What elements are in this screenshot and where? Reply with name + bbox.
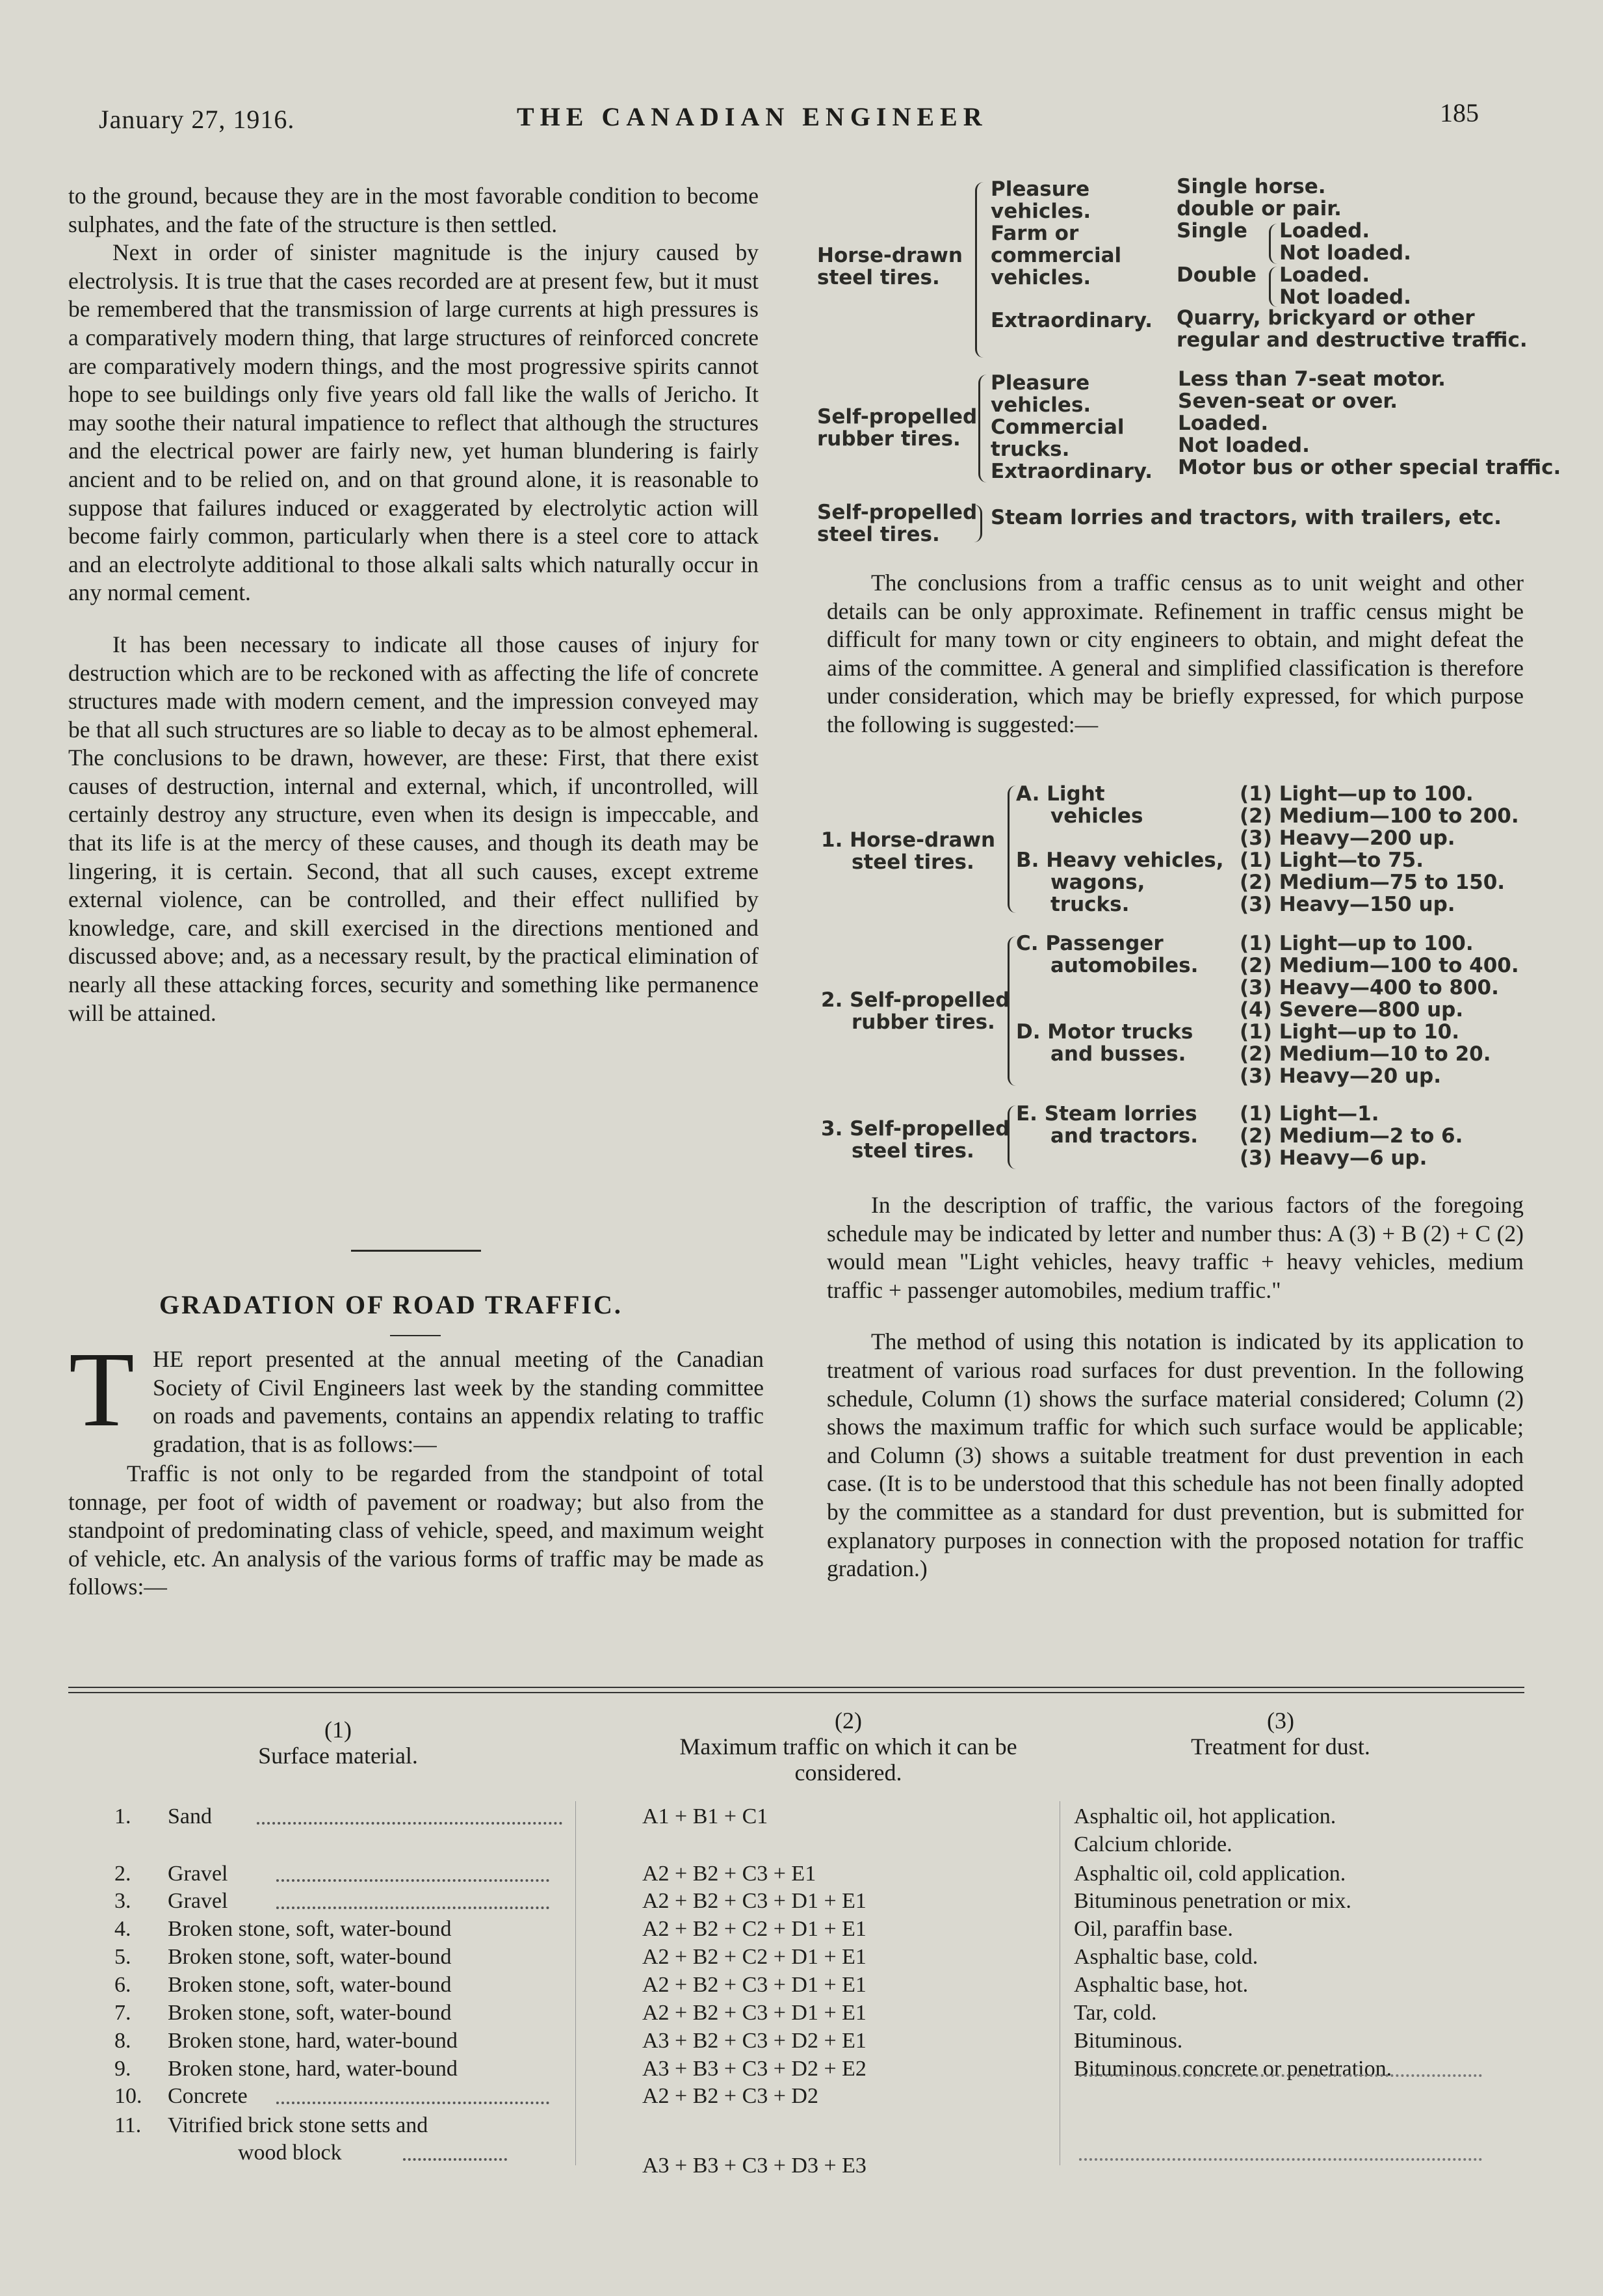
brace — [1008, 1105, 1016, 1169]
max-traffic: A3 + B2 + C3 + D2 + E1 — [642, 2029, 867, 2053]
level: (2) Medium—75 to 150. — [1240, 871, 1505, 894]
leader-dots — [257, 1822, 562, 1825]
surface-material: Gravel — [168, 1889, 228, 1913]
group-label: steel tires. — [852, 851, 974, 874]
level: (3) Heavy—200 up. — [1240, 826, 1455, 850]
col-title: considered. — [794, 1760, 902, 1786]
class-label: wagons, — [1050, 871, 1145, 894]
dust-treatment: Asphaltic oil, hot application. — [1074, 1804, 1336, 1828]
row-number: 1. — [114, 1804, 131, 1828]
level: (3) Heavy—6 up. — [1240, 1146, 1427, 1170]
left-paragraph-3: It has been necessary to indicate all those causes of injury for destruction which are to be reckoned with as affecting the life of concrete structures made with modern cement, and the impression conveyed may be that all such structures are so liable to decay as to be almost ephemeral. The conclusions to be drawn, however, are these: First, that there exist causes of destruction, internal and external, which, if uncontrolled, will certainly destroy any structure, even when its design is impeccable, and that its life is at the mercy of these causes, and though its death may be lingering, it is certain. Second, that all such causes, except extreme external violence, can be controlled, and their effect nullified by knowledge, care, and skill exercised in the directions mentioned and discussed above; and, as a necessary result, by the practical elimination of nearly all these attacking forces, security and something like permanence will be attained. — [68, 631, 759, 1026]
row-number: 11. — [114, 2113, 142, 2137]
surface-material: Gravel — [168, 1862, 228, 1886]
max-traffic: A2 + B2 + C3 + D1 + E1 — [642, 1973, 867, 1997]
horse-class: Extraordinary. — [991, 309, 1153, 332]
column-rule — [575, 1801, 576, 2165]
horse-detail: Double — [1177, 263, 1257, 287]
horse-class: Pleasure — [991, 178, 1090, 201]
level: (3) Heavy—150 up. — [1240, 893, 1455, 916]
row-number: 8. — [114, 2029, 131, 2053]
col-title: Maximum traffic on which it can be — [679, 1734, 1017, 1760]
horse-detail: Single horse. — [1177, 175, 1326, 198]
class-label: B. Heavy vehicles, — [1016, 849, 1224, 872]
page-number: 185 — [1440, 98, 1479, 127]
rubber-detail: Less than 7-seat motor. — [1178, 367, 1446, 391]
class-label: trucks. — [1050, 893, 1130, 916]
horse-detail: double or pair. — [1177, 197, 1342, 220]
class-label: D. Motor trucks — [1016, 1020, 1193, 1044]
rubber-detail: Motor bus or other special traffic. — [1178, 456, 1561, 479]
level: (4) Severe—800 up. — [1240, 998, 1464, 1022]
left-paragraph-1: to the ground, because they are in the most favorable condition to become sulphates, and the fate of the structure is then settled. — [68, 183, 759, 237]
max-traffic: A2 + B2 + C3 + D1 + E1 — [642, 1889, 867, 1913]
surface-material: Sand — [168, 1804, 212, 1828]
dust-treatment: Oil, paraffin base. — [1074, 1917, 1233, 1941]
level: (1) Light—up to 100. — [1240, 782, 1474, 806]
right-paragraph-2: In the description of traffic, the various factors of the foregoing schedule may be indicated by letter and number thus: A (3) + B (2) + C (2) would mean "Light vehicles, heavy traffic + heavy vehicles, medium traffic + passenger automobiles, medium traffic." — [827, 1192, 1524, 1303]
row-number: 3. — [114, 1889, 131, 1913]
brace — [978, 375, 987, 482]
horse-detail: Loaded. — [1279, 263, 1370, 287]
left-paragraph-2: Next in order of sinister magnitude is the injury caused by electrolysis. It is true that the cases recorded are at present few, but it must be remembered that the transmission of large currents at high pressures is a comparatively modern thing, that large structures of reinforced concrete are comparatively modern things, and the most progressive spirits cannot hope to see buildings only five years old fall like the walls of Jericho. It may soothe their natural impatience to reflect that although the structures and the electrical power are fairly new, yet human blundering is fairly ancient and to be relied on, and on that ground alone, it is reasonable to suppose that failures induced or exaggerated by electrolytic action will become fairly common, particularly when there is a steel core to attack and an electrolyte additional to those alkali salts which naturally occur in any normal cement. — [68, 239, 759, 606]
level: (1) Light—up to 10. — [1240, 1020, 1460, 1044]
table-top-rule — [68, 1687, 1524, 1693]
right-paragraph-3: The method of using this notation is indicated by its application to treatment of various road surfaces for dust prevention. In the following schedule, Column (1) shows the surface material considered; Column (2) shows the maximum traffic for which such surface would be applicable; and Column (3) shows a suitable treatment for dust prevention in each case. (It is to be understood that this schedule has not been finally adopted by the committee as a standard for dust prevention, but is submitted for explanatory purposes in connection with the proposed notation for traffic gradation.) — [827, 1328, 1524, 1582]
col-title: Surface material. — [258, 1743, 418, 1769]
steel-label-2: steel tires. — [817, 523, 940, 546]
leader-dots — [276, 2102, 549, 2104]
rubber-label-2: rubber tires. — [817, 427, 961, 451]
dust-treatment: Bituminous concrete or penetration. — [1074, 2057, 1392, 2081]
dust-treatment: Tar, cold. — [1074, 2001, 1157, 2025]
dust-treatment: Bituminous penetration or mix. — [1074, 1889, 1351, 1913]
class-label: automobiles. — [1050, 954, 1199, 977]
article-title: GRADATION OF ROAD TRAFFIC. — [159, 1290, 623, 1319]
max-traffic: A2 + B2 + C3 + D1 + E1 — [642, 2001, 867, 2025]
row-number: 4. — [114, 1917, 131, 1941]
rubber-class: Pleasure — [991, 371, 1090, 395]
group-label: 1. Horse-drawn — [821, 828, 996, 852]
max-traffic: A2 + B2 + C2 + D1 + E1 — [642, 1917, 867, 1941]
surface-material: Broken stone, soft, water-bound — [168, 2001, 452, 2025]
max-traffic: A2 + B2 + C3 + E1 — [642, 1862, 816, 1886]
max-traffic: A3 + B3 + C3 + D3 + E3 — [642, 2154, 867, 2178]
drop-cap: T — [69, 1330, 135, 1449]
class-label: A. Light — [1016, 782, 1105, 806]
class-label: and tractors. — [1050, 1124, 1199, 1148]
dust-treatment: Asphaltic base, hot. — [1074, 1973, 1249, 1997]
rubber-detail: Seven-seat or over. — [1178, 389, 1398, 413]
level: (3) Heavy—400 to 800. — [1240, 976, 1499, 999]
brace — [1269, 267, 1277, 307]
rubber-class: trucks. — [991, 438, 1070, 461]
right-column-lower — [827, 1191, 1524, 1583]
class-label: and busses. — [1050, 1042, 1186, 1066]
level: (2) Medium—2 to 6. — [1240, 1124, 1463, 1148]
surface-material: wood block — [238, 2141, 342, 2165]
brace — [1008, 936, 1016, 1086]
dust-treatment: Asphaltic base, cold. — [1074, 1945, 1258, 1969]
max-traffic: A1 + B1 + C1 — [642, 1804, 768, 1828]
col2-header — [588, 1708, 1108, 1786]
row-number: 2. — [114, 1862, 131, 1886]
horse-detail: Single — [1177, 219, 1247, 243]
title-underline — [390, 1335, 441, 1336]
level: (1) Light—up to 100. — [1240, 932, 1474, 955]
class-label: C. Passenger — [1016, 932, 1164, 955]
horse-label-1: Horse-drawn — [817, 244, 963, 267]
brace — [1008, 785, 1016, 913]
steel-detail: Steam lorries and tractors, with trailers, etc. — [991, 506, 1502, 529]
surface-material: Concrete — [168, 2084, 248, 2108]
row-number: 6. — [114, 1973, 131, 1997]
max-traffic: A3 + B3 + C3 + D2 + E2 — [642, 2057, 867, 2081]
horse-detail: Not loaded. — [1279, 241, 1411, 265]
leader-dots — [276, 1907, 549, 1909]
row-number: 7. — [114, 2001, 131, 2025]
col-title: Treatment for dust. — [1191, 1734, 1370, 1760]
surface-material: Vitrified brick stone setts and — [168, 2113, 428, 2137]
left-column — [68, 182, 759, 1027]
article-intro: HE report presented at the annual meeting of the Canadian Society of Civil Engineers last week by the standing committee on roads and pavements, contains an appendix relating to traffic gradation, that is as follows:— — [153, 1346, 764, 1457]
col-number: (3) — [1267, 1708, 1294, 1734]
brace — [975, 182, 984, 358]
max-traffic: A2 + B2 + C2 + D1 + E1 — [642, 1945, 867, 1969]
max-traffic: A2 + B2 + C3 + D2 — [642, 2084, 818, 2108]
brace — [974, 505, 982, 542]
group-label: 3. Self-propelled — [821, 1117, 1010, 1141]
col1-header — [195, 1717, 481, 1769]
journal-title: THE CANADIAN ENGINEER — [517, 102, 988, 131]
horse-class: Farm or — [991, 222, 1079, 245]
level: (2) Medium—100 to 200. — [1240, 804, 1519, 828]
horse-class: vehicles. — [991, 266, 1091, 289]
dust-treatment: Calcium chloride. — [1074, 1832, 1232, 1856]
dust-treatment: Bituminous. — [1074, 2029, 1183, 2053]
col3-header — [1131, 1708, 1430, 1760]
right-paragraph-1: The conclusions from a traffic census as to unit weight and other details can be only approximate. Refinement in traffic census might be difficult for many town or city engineers to obtain, and might defeat the aims of the committee. A general and simplified classification is therefore under consideration, which may be briefly expressed, for which purpose the following is suggested:— — [827, 570, 1524, 737]
steel-label-1: Self-propelled — [817, 501, 978, 524]
surface-material: Broken stone, soft, water-bound — [168, 1973, 452, 1997]
level: (1) Light—to 75. — [1240, 849, 1424, 872]
col-number: (2) — [835, 1708, 862, 1734]
surface-material: Broken stone, hard, water-bound — [168, 2029, 458, 2053]
level: (2) Medium—100 to 400. — [1240, 954, 1519, 977]
col-number: (1) — [324, 1717, 352, 1743]
rubber-class: Extraordinary. — [991, 460, 1153, 483]
rubber-class: vehicles. — [991, 393, 1091, 417]
leader-dots — [276, 1879, 549, 1882]
rubber-label-1: Self-propelled — [817, 405, 978, 429]
article-body — [68, 1460, 764, 1602]
class-label: vehicles — [1050, 804, 1143, 828]
rubber-detail: Loaded. — [1178, 412, 1269, 435]
dust-treatment: Asphaltic oil, cold application. — [1074, 1862, 1346, 1886]
leader-dots — [403, 2158, 507, 2161]
horse-detail: Loaded. — [1279, 219, 1370, 243]
surface-material: Broken stone, hard, water-bound — [168, 2057, 458, 2081]
group-label: steel tires. — [852, 1139, 974, 1163]
header-date: January 27, 1916. — [99, 105, 295, 134]
level: (2) Medium—10 to 20. — [1240, 1042, 1491, 1066]
empty-entry-dots — [1079, 2074, 1482, 2077]
row-number: 10. — [114, 2084, 142, 2108]
rubber-class: Commercial — [991, 416, 1125, 439]
surface-material: Broken stone, soft, water-bound — [168, 1917, 452, 1941]
horse-label-2: steel tires. — [817, 266, 940, 289]
horse-detail: Quarry, brickyard or other — [1177, 306, 1475, 330]
row-number: 5. — [114, 1945, 131, 1969]
class-label: E. Steam lorries — [1016, 1102, 1197, 1126]
horse-detail: Not loaded. — [1279, 285, 1411, 309]
level: (3) Heavy—20 up. — [1240, 1064, 1441, 1088]
level: (1) Light—1. — [1240, 1102, 1379, 1126]
group-label: rubber tires. — [852, 1010, 995, 1034]
group-label: 2. Self-propelled — [821, 988, 1010, 1012]
horse-detail: regular and destructive traffic. — [1177, 328, 1528, 352]
article-paragraph-2: Traffic is not only to be regarded from the standpoint of total tonnage, per foot of width of pavement or roadway; but also from the standpoint of predominating class of vehicle, speed, and maximum weight of vehicle, etc. An analysis of the various forms of traffic may be made as follows:— — [68, 1460, 764, 1600]
right-column-upper — [827, 569, 1524, 739]
surface-material: Broken stone, soft, water-bound — [168, 1945, 452, 1969]
row-number: 9. — [114, 2057, 131, 2081]
brace — [1269, 224, 1277, 264]
empty-entry-dots — [1079, 2158, 1482, 2161]
horse-class: vehicles. — [991, 200, 1091, 223]
rubber-detail: Not loaded. — [1178, 434, 1310, 457]
horse-class: commercial — [991, 244, 1122, 267]
section-divider — [351, 1250, 481, 1252]
